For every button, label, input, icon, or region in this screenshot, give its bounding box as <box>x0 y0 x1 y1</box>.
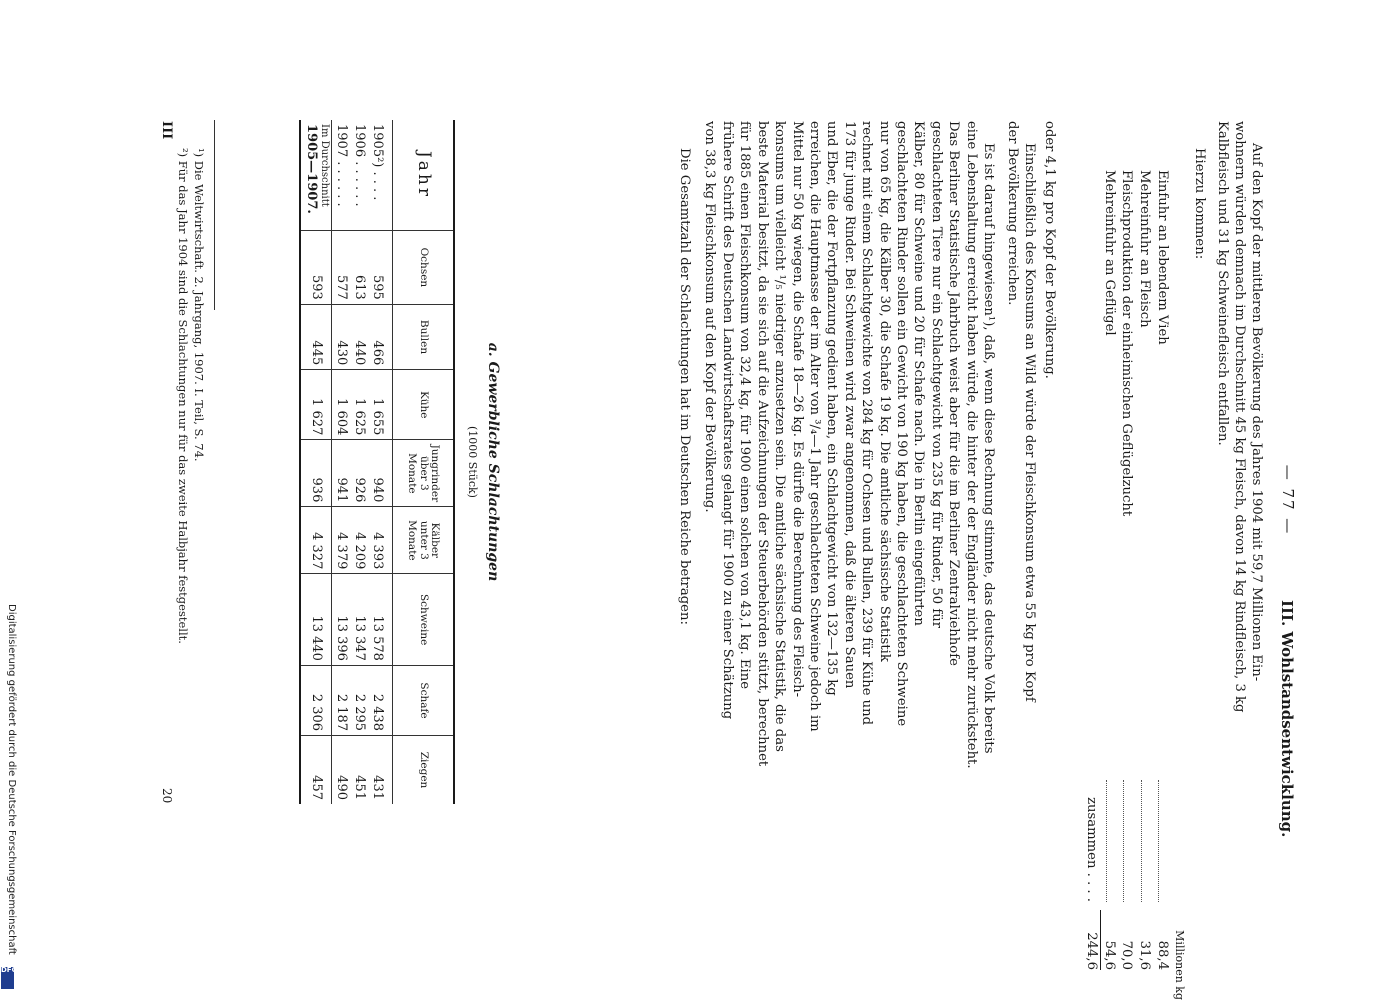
table-cell: 445 <box>300 304 332 369</box>
text-line: Kalbfleisch und 31 kg Schweinefleisch entfallen. <box>1214 121 1230 446</box>
addition-item <box>1101 170 1119 970</box>
text-line: und Eber, die der Fortpflanzung gedient haben, ein Schlachtgewicht von 132—135 kg <box>824 121 840 696</box>
text-line: erreichen, die Hauptmasse der im Alter von ³/₄—1 Jahr geschlachteten Schweine jedoch im <box>806 121 822 732</box>
table-cell: 595 <box>368 231 393 305</box>
intro-paragraph <box>1213 121 1265 961</box>
sheet-number: 20 <box>160 788 174 804</box>
unit-label: Millionen kg <box>1173 930 1187 1000</box>
signature-mark: III <box>159 121 174 140</box>
page-number: — 77 — <box>1279 464 1297 536</box>
text-line: geschlachteten Rinder sollen ein Gewicht von 190 kg haben, die geschlachteten Schweine <box>893 121 909 727</box>
table-cell: 613 <box>350 231 368 305</box>
text-line: nur von 65 kg, die Kälber 30, die Schafe 19 kg. Die amtliche sächsische Statistik <box>876 121 892 662</box>
table-cell: 13 578 <box>368 574 393 666</box>
table-cell: 440 <box>350 304 368 369</box>
text-line: für 1885 einen Fleischkonsum von 32,4 kg, für 1900 einen solchen von 43,1 kg. Eine <box>737 121 753 690</box>
table-cell: 1 625 <box>350 370 368 440</box>
table-cell: 457 <box>300 736 332 804</box>
addition-label: Mehreinfuhr an Fleisch <box>1137 170 1153 328</box>
addition-value: 70,0 <box>1119 940 1135 970</box>
text-line: 173 für junge Rinder. Bei Schweinen wird zwar angenommen, daß die älteren Sauen <box>841 121 857 689</box>
column-header: Jahr <box>393 120 455 231</box>
addition-item <box>1136 170 1154 970</box>
table-row <box>368 120 393 804</box>
table-cell: 1 655 <box>368 370 393 440</box>
text-line: Es ist darauf hingewiesen¹), daß, wenn diese Rechnung stimmte, das deutsche Volk bereits <box>981 143 996 754</box>
table-cell: 1 604 <box>332 370 351 440</box>
table-cell: 2 306 <box>300 665 332 735</box>
column-header: Kälber unter 3 Monate <box>393 507 455 574</box>
slaughter-table <box>299 120 455 804</box>
digitization-credit <box>0 600 22 1000</box>
text-line: von 38,3 kg Fleischkonsum auf den Kopf der Bevölkerung. <box>702 121 718 513</box>
table-cell: 2 438 <box>368 665 393 735</box>
footnote-rule <box>214 120 215 310</box>
section-unit: (1000 Stück) <box>466 426 479 498</box>
table-cell: 466 <box>368 304 393 369</box>
year-cell: 1905²) . . . . <box>369 124 385 201</box>
table-cell: 13 396 <box>332 574 351 666</box>
column-header: Jungrinder über 3 Monate <box>393 440 455 507</box>
additions-list <box>1083 170 1187 1000</box>
average-label: Im Durchschnitt <box>319 124 330 207</box>
text-line: frühere Schrift des Deutschen Landwirtschaftsrates gelangt für 1900 zu einer Schätzung <box>719 121 735 720</box>
addition-label: Einfuhr an lebendem Vieh <box>1154 170 1170 345</box>
table-cell: 936 <box>300 440 332 507</box>
sum-value: 244,6 <box>1083 910 1101 970</box>
addition-label: Fleischproduktion der einheimischen Geflügelzucht <box>1119 170 1135 517</box>
table-row <box>332 120 351 804</box>
column-header: Schweine <box>393 574 455 666</box>
text-line: Auf den Kopf der mittleren Bevölkerung des Jahres 1904 mit 59,7 Millionen Ein- <box>1249 143 1264 682</box>
credit-text: Digitalisierung gefördert durch die Deutsche Forschungsgemeinschaft <box>6 604 17 955</box>
text-line: Kälber, 80 für Schweine und 20 für Schafe nach. Die in Berlin eingeführten <box>911 121 927 626</box>
table-cell: 4 393 <box>368 507 393 574</box>
average-years: 1905—1907. <box>304 124 319 214</box>
table-cell: 4 327 <box>300 507 332 574</box>
text-line: beste Material besitzt, da sie sich auf die Aufzeichnungen der Steuerbehörden stützt, berechnet <box>754 121 770 767</box>
table-cell: 593 <box>300 231 332 305</box>
table-cell: 451 <box>350 736 368 804</box>
table-cell: 490 <box>332 736 351 804</box>
addition-item <box>1153 170 1171 970</box>
section-title: a. Gewerbliche Schlachtungen <box>485 342 501 582</box>
text-line: Einschließlich des Konsums an Wild würde der Fleischkonsum etwa 55 kg pro Kopf <box>1022 143 1037 702</box>
text-line: Mittel nur 50 kg wiegen, die Schafe 18—26 kg. Es dürfte die Berechnung des Fleisch- <box>789 121 805 698</box>
table-cell: 940 <box>368 440 393 507</box>
table-cell: 1 627 <box>300 370 332 440</box>
addition-item <box>1118 170 1136 970</box>
table-cell: 2 295 <box>350 665 368 735</box>
total-paragraph: Die Gesamtzahl der Schlachtungen hat im Deutschen Reiche betragen: <box>677 148 692 625</box>
table-header-row <box>393 120 455 804</box>
text-line: eine Lebenshaltung erreicht haben würde, die hinter der der Engländer nicht mehr zurücksteht. <box>963 121 979 769</box>
table-cell: 577 <box>332 231 351 305</box>
table-cell: 430 <box>332 304 351 369</box>
addition-value: 54,6 <box>1101 940 1117 970</box>
footnote: ¹) Die Weltwirtschaft. 2. Jahrgang, 1907. I. Teil, S. 74. <box>192 148 206 462</box>
sum-row <box>1083 170 1101 970</box>
text-line: der Bevölkerung erreichen. <box>1004 121 1020 306</box>
column-header: Bullen <box>393 304 455 369</box>
average-label-cell <box>300 120 332 231</box>
addition-value: 88,4 <box>1154 940 1170 970</box>
main-paragraph <box>701 121 997 961</box>
table-cell: 13 440 <box>300 574 332 666</box>
text-line: geschlachteten Tiere nur ein Schlachtgewicht von 235 kg für Rinder, 50 für <box>928 121 944 629</box>
text-line: wohnern würden demnach im Durchschnitt 45 kg Fleisch, davon 14 kg Rindfleisch, 3 kg <box>1231 121 1247 713</box>
wild-paragraph <box>1004 121 1038 961</box>
hierzu-label: Hierzu kommen: <box>1192 148 1207 260</box>
average-row <box>300 120 332 804</box>
text-line: rechnet mit einem Schlachtgewichte von 284 kg für Ochsen und Bullen, 239 für Kühe und <box>859 121 875 726</box>
column-header: Ochsen <box>393 231 455 305</box>
addition-label: Mehreinfuhr an Geflügel <box>1101 170 1117 336</box>
table-cell: 431 <box>368 736 393 804</box>
addition-value: 31,6 <box>1137 940 1153 970</box>
text-line: konsums um vielleicht ¹/₅ niedriger anzusetzen sein. Die amtliche sächsische Statistik, die das <box>772 121 788 752</box>
table-cell: 13 347 <box>350 574 368 666</box>
column-header: Schafe <box>393 665 455 735</box>
table-cell: 4 209 <box>350 507 368 574</box>
table-cell: 926 <box>350 440 368 507</box>
table-cell: 2 187 <box>332 665 351 735</box>
per-capita-line: oder 4,1 kg pro Kopf der Bevölkerung. <box>1042 121 1057 379</box>
dfg-logo: DFG <box>1 967 14 989</box>
sum-label: zusammen . . . . <box>1083 797 1099 902</box>
column-header: Kühe <box>393 370 455 440</box>
table-row <box>350 120 368 804</box>
running-head: III. Wohlstandsentwicklung. <box>1278 600 1296 838</box>
year-cell: 1906 . . . . . . <box>351 124 367 207</box>
table-cell: 941 <box>332 440 351 507</box>
text-line: Das Berliner Statistische Jahrbuch weist aber für die im Berliner Zentralviehhofe <box>946 121 962 666</box>
table-cell: 4 379 <box>332 507 351 574</box>
year-cell: 1907 . . . . . . <box>333 124 349 207</box>
column-header: Ziegen <box>393 736 455 804</box>
footnote: ²) Für das Jahr 1904 sind die Schlachtungen nur für das zweite Halbjahr festgestellt. <box>176 148 190 644</box>
